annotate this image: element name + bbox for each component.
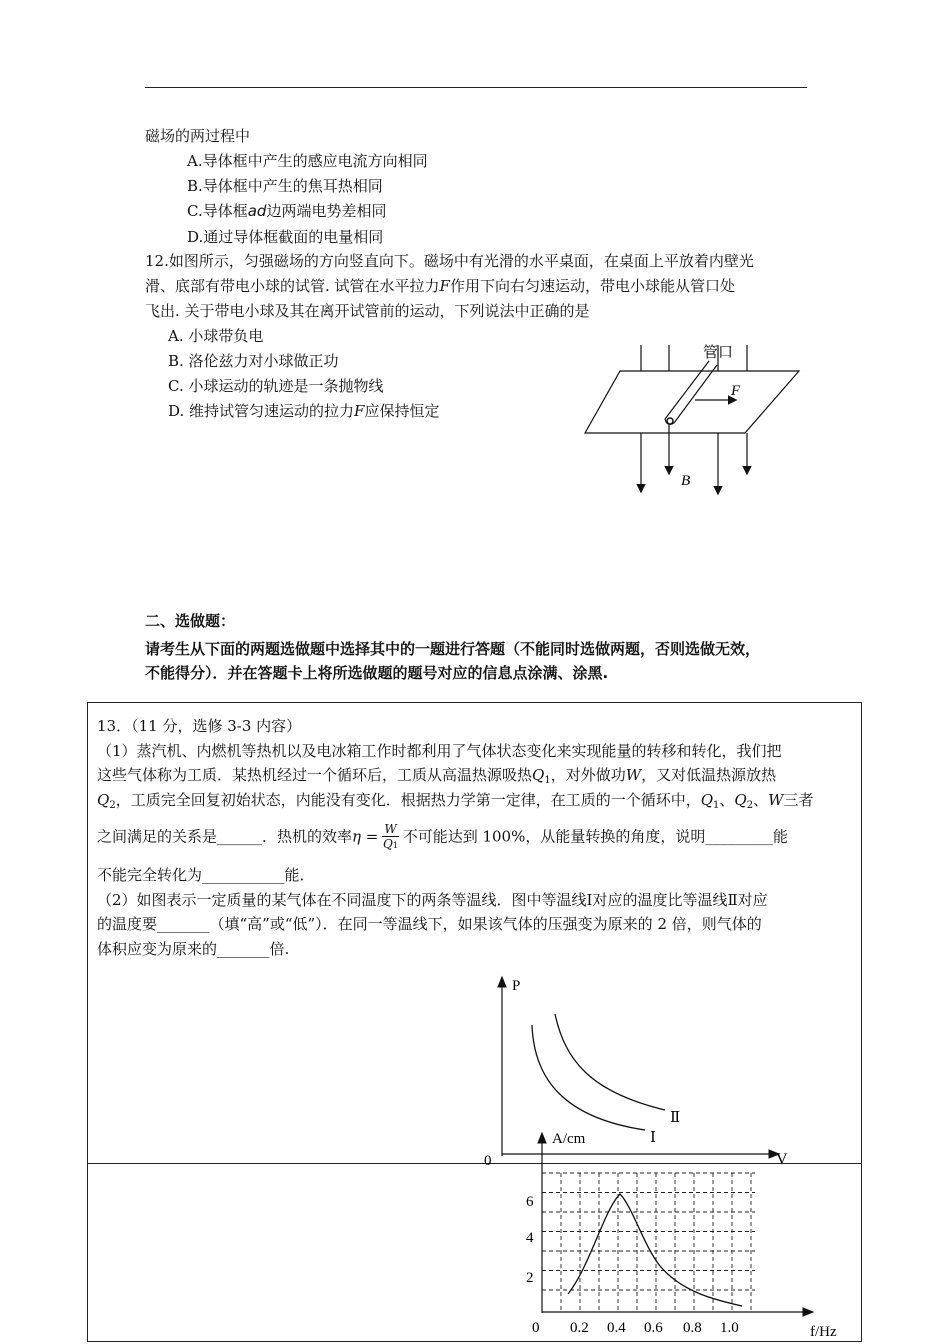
tube-mouth-label: 管口 bbox=[703, 345, 734, 361]
isotherm-2-label: Ⅱ bbox=[670, 1110, 681, 1126]
res-x-tick: 0.6 bbox=[644, 1320, 663, 1336]
isotherm-1-label: Ⅰ bbox=[650, 1130, 656, 1146]
q11-option-a: A.导体框中产生的感应电流方向相同 bbox=[187, 152, 428, 170]
pv-origin: 0 bbox=[484, 1153, 492, 1169]
resonance-curve bbox=[568, 1194, 742, 1306]
section-instructions-line1: 请考生从下面的两题选做题中选择其中的一题进行答题（不能同时选做两题，否则选做无效， bbox=[145, 640, 761, 658]
charged-ball bbox=[667, 418, 673, 424]
q12-option-d: D. 维持试管匀速运动的拉力F应保持恒定 bbox=[168, 402, 440, 420]
resonance-grid bbox=[542, 1173, 755, 1312]
q12-stem-line1: 12.如图所示，匀强磁场的方向竖直向下。磁场中有光滑的水平桌面，在桌面上平放着内壁光 bbox=[145, 252, 754, 270]
res-origin: 0 bbox=[532, 1320, 540, 1336]
isotherm-2 bbox=[555, 1014, 665, 1110]
res-y-tick: 6 bbox=[526, 1194, 534, 1210]
q12-stem-line3: 飞出. 关于带电小球及其在离开试管前的运动，下列说法中正确的是 bbox=[145, 302, 590, 320]
q12-option-c: C. 小球运动的轨迹是一条抛物线 bbox=[168, 377, 384, 395]
section-title: 二、选做题： bbox=[145, 612, 236, 630]
isotherm-1 bbox=[532, 1025, 645, 1130]
res-x-tick: 0.4 bbox=[607, 1320, 626, 1336]
res-y-tick: 4 bbox=[526, 1230, 534, 1246]
res-x-tick: 0.2 bbox=[570, 1320, 589, 1336]
res-x-tick: 0.8 bbox=[683, 1320, 702, 1336]
header-rule bbox=[145, 87, 807, 88]
table bbox=[585, 371, 799, 433]
efficiency-fraction: $\frac{W}{Q1}$ bbox=[383, 822, 398, 851]
res-x-label: f/Hz bbox=[810, 1324, 837, 1340]
section-instructions-line2: 不能得分）．并在答题卡上将所选做题的题号对应的信息点涂满、涂黑. bbox=[145, 664, 609, 682]
tube-wall bbox=[674, 365, 717, 423]
tube-wall bbox=[665, 361, 709, 419]
res-y-tick: 2 bbox=[526, 1270, 534, 1286]
q13-p2-line1: （2）如图表示一定质量的某气体在不同温度下的两条等温线．图中等温线Ⅰ对应的温度比等温线Ⅱ对应 bbox=[97, 891, 768, 909]
q12-stem-line2: 滑、底部有带电小球的试管. 试管在水平拉力F作用下向右匀速运动，带电小球能从管口处 bbox=[145, 277, 735, 295]
resonance-graph bbox=[520, 1126, 850, 1344]
q13-header: 13．（11 分，选修 3-3 内容） bbox=[97, 717, 302, 735]
q13-p1-line2: 这些气体称为工质．某热机经过一个循环后，工质从高温热源吸热$Q_1$，对外做功W，又对低温热源放热 bbox=[97, 766, 777, 786]
q13-p2-line3: 体积应变为原来的_______倍. bbox=[97, 940, 290, 958]
field-label: B bbox=[681, 473, 691, 489]
q13-p2-line2: 的温度要_______（填“高”或“低”）．在同一等温线下，如果该气体的压强变为原来的 2 倍，则气体的 bbox=[97, 915, 762, 933]
q11-option-d: D.通过导体框截面的电量相同 bbox=[187, 228, 384, 246]
q13-p1-line4: 之间满足的关系是______．热机的效率η = $\frac{W}{Q1}$ 不可能达到 100%，从能量转换的角度，说明_________能 bbox=[97, 822, 788, 851]
pv-y-label: P bbox=[512, 978, 521, 994]
q11-option-c: C.导体框ad边两端电势差相同 bbox=[187, 202, 387, 220]
q13-p1-line3: $Q_2$，工质完全回复初始状态，内能没有变化．根据热力学第一定律，在工质的一个循环中，$Q_1$、$Q_2$、W三者 bbox=[97, 791, 814, 811]
res-y-label: A/cm bbox=[552, 1131, 586, 1147]
q12-option-a: A. 小球带负电 bbox=[168, 327, 264, 345]
q12-figure bbox=[575, 335, 810, 500]
res-x-tick: 1.0 bbox=[720, 1320, 739, 1336]
q12-option-b: B. 洛伦兹力对小球做正功 bbox=[168, 352, 339, 370]
q13-p1-line5: 不能完全转化为___________能． bbox=[97, 866, 315, 884]
q11-stem: 磁场的两过程中 bbox=[145, 127, 251, 145]
q11-option-b: B.导体框中产生的焦耳热相同 bbox=[187, 177, 383, 195]
force-label: F bbox=[731, 383, 741, 399]
pv-x-label: V bbox=[776, 1151, 788, 1168]
q13-p1-line1: （1）蒸汽机、内燃机等热机以及电冰箱工作时都利用了气体状态变化来实现能量的转移和转化，我们把 bbox=[97, 742, 782, 760]
